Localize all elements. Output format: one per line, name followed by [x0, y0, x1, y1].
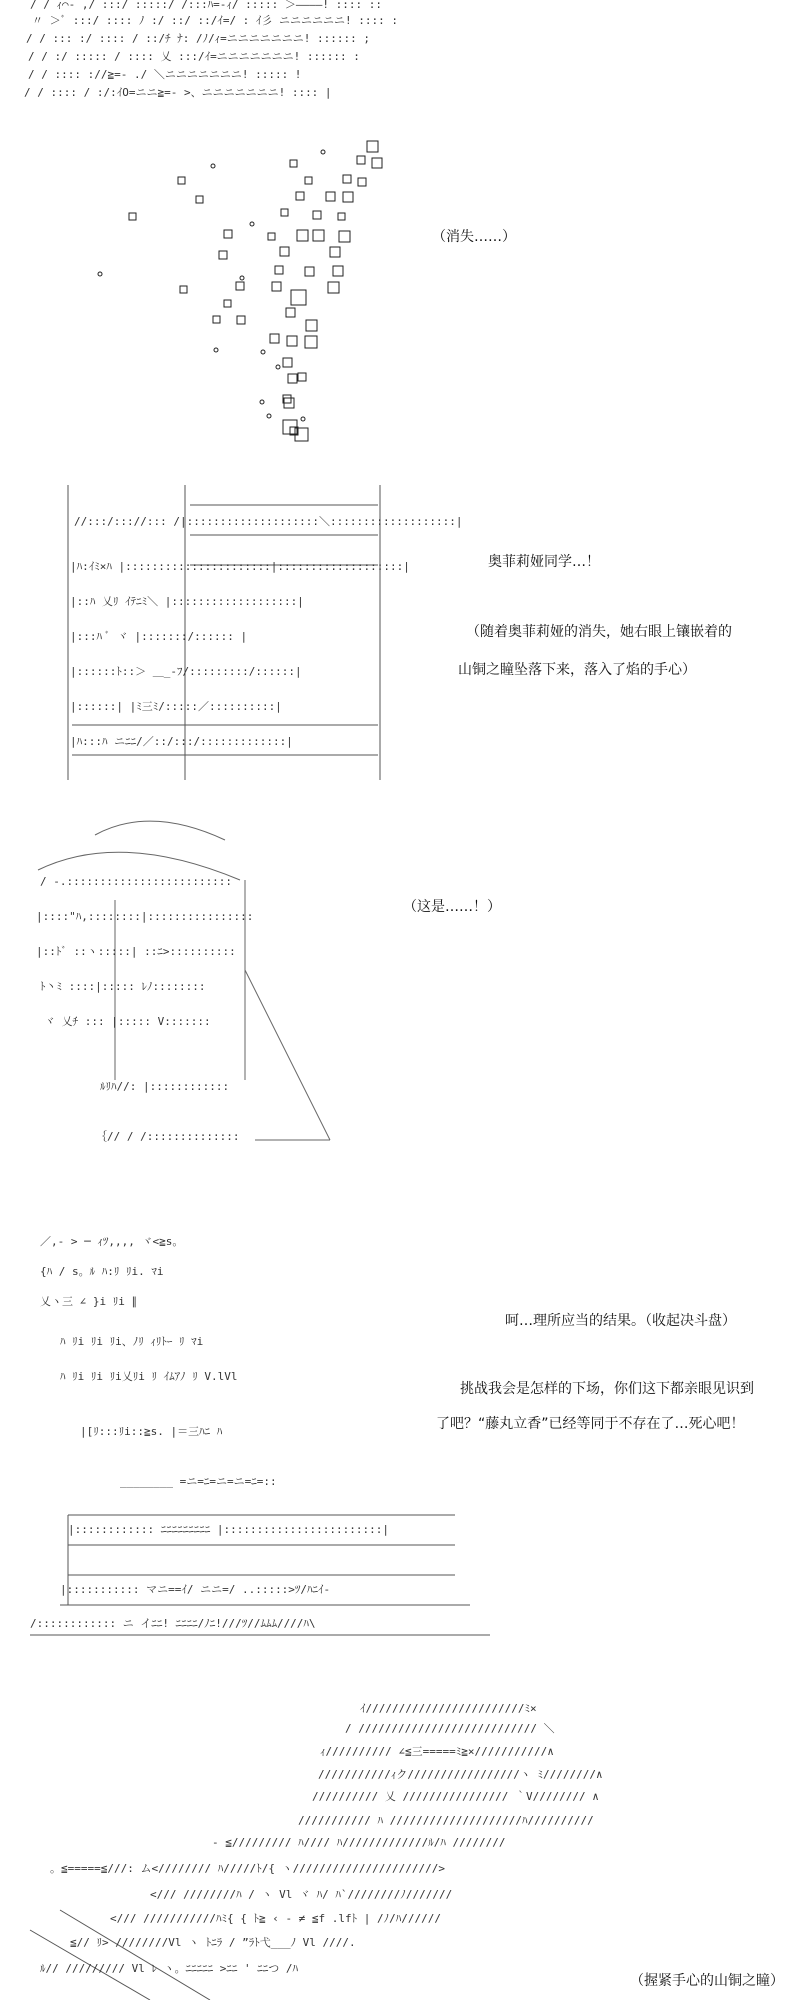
art-line: / /////////////////////////// ＼: [345, 1722, 555, 1735]
art-line: |::ﾊ 乂ﾘ ｲﾃﾆﾐ＼ |:::::::::::::::::::|: [70, 595, 304, 608]
art-stroke: [95, 821, 225, 840]
panel-4: [0, 810, 800, 1165]
particle: [372, 158, 382, 168]
particle: [328, 282, 339, 293]
art-line: / / :::: / :/:ｲO=ニニ≧=- >、ニニニニニニニ! :::: |: [24, 86, 332, 99]
particle: [290, 160, 297, 167]
particle: [180, 286, 187, 293]
particle: [213, 316, 220, 323]
particle: [224, 300, 231, 307]
ascii-art-grip: [0, 1700, 800, 2000]
particle: [291, 290, 306, 305]
panel-6: [0, 1700, 800, 2000]
particle: [287, 336, 297, 346]
particle: [306, 320, 317, 331]
art-line: ｛// / /::::::::::::::: [96, 1130, 240, 1143]
particle: [224, 230, 232, 238]
art-line: ／,‐ > ─ ｨﾂ,,,, ヾ<≧s。: [40, 1235, 184, 1248]
particle: [305, 336, 317, 348]
particle-dot: [250, 222, 254, 226]
particle-dot: [276, 365, 280, 369]
particle: [280, 247, 289, 256]
particle: [268, 233, 275, 240]
panel-3: [0, 475, 800, 795]
art-line: ‐ ≦///////// ﾊ//// ﾊ/////////////ﾙ/ﾊ ////////: [212, 1836, 506, 1849]
particle: [296, 192, 304, 200]
art-line: ｲ////////////////////////ﾐ×: [360, 1702, 537, 1715]
caption-vanish: （消失……）: [432, 229, 516, 245]
art-line: ﾊ ﾘi ﾘi ﾘi、ﾉﾘ ｨﾘﾄｰ ﾘ ﾏi: [60, 1335, 204, 1348]
art-line: / / :::: ://≧=‐ ./ ＼ニニニニニニニ! ::::: !: [28, 68, 302, 81]
art-line: ｨ////////// ∠≦三=====ﾐ≧×///////////∧: [320, 1745, 554, 1758]
caption-challenge-me: 挑战我会是怎样的下场，你们这下都亲眼见识到: [460, 1381, 754, 1397]
art-line: |ﾊ:ｲﾐ×ﾊ |::::::::::::::::::::::|:::::::::::::::::::|: [70, 560, 410, 573]
particle-dot: [301, 417, 305, 421]
caption-natural-result: 呵…理所应当的结果。（收起决斗盘）: [505, 1313, 736, 1329]
particle: [305, 177, 312, 184]
art-line: ///////////ｨク/////////////////ヽ ﾐ////////∧: [318, 1768, 603, 1781]
particle: [330, 247, 340, 257]
art-line: </// ///////////ﾊﾐ{ { ﾄ≧ ‹ ‐ ≠ ≦f .lfﾄ | /ﾉ/ﾊ//////: [110, 1912, 442, 1925]
art-line: / / ::: :/ :::: / ::/ﾁ ﾅ: /ﾉ/ｨ=ニニニニニニニ! :::::: ;: [26, 32, 371, 45]
particle: [339, 231, 350, 242]
art-line: |::::::| |ﾐ三ﾐ/:::::／::::::::::|: [70, 700, 282, 713]
particle-dot: [260, 400, 264, 404]
art-line: 乂ヽ三 ∠ }i ﾘi ∥: [40, 1295, 137, 1308]
art-line: ////////// 乂 //////////////// ｀V//////// ∧: [312, 1790, 599, 1803]
art-line: |:::ﾊ ﾞ ヾ |:::::::/:::::: |: [70, 630, 248, 643]
particle: [358, 178, 366, 186]
art-line: |::::::::::: マニ==ｲ/ ニニ=/ ..:::::>ﾂ/ﾊﾆｲ-: [60, 1583, 331, 1596]
particle-dot: [211, 164, 215, 168]
art-line: / / :/ ::::: / :::: 乂 :::/ｲ=ニニニニニニニ! :::::: :: [28, 50, 360, 63]
art-line: / ‐.:::::::::::::::::::::::::: [40, 875, 233, 888]
particle: [338, 213, 345, 220]
particle-dot: [240, 276, 244, 280]
art-line: ________ =ニ=ﾆ=ニ=ニ=ﾆ=::: [120, 1475, 277, 1488]
particle: [283, 358, 292, 367]
particle: [357, 156, 365, 164]
particle: [298, 373, 306, 381]
panel-2: [0, 120, 800, 460]
particle: [129, 213, 136, 220]
ascii-art-duelist: [0, 1215, 800, 1670]
ascii-art-hair-fragment: [0, 0, 800, 115]
particle: [313, 230, 324, 241]
art-line: |[ﾘ:::ﾘi::≧s. |＝三ﾊﾆ ﾊ: [80, 1425, 223, 1438]
art-line: 。≦=====≦///: ム<//////// ﾊ/////ﾄ/{ ヽ//////////////////////>: [50, 1862, 445, 1875]
art-line: /////////// ﾊ ////////////////////ﾊ//////////: [298, 1814, 594, 1827]
particle: [270, 334, 279, 343]
particle: [237, 316, 245, 324]
particle-dot: [267, 414, 271, 418]
particle-dot: [321, 150, 325, 154]
ascii-art-closeup: [0, 810, 800, 1165]
particle: [288, 374, 297, 383]
particle: [297, 230, 308, 241]
art-stroke: [245, 970, 330, 1140]
caption-narration-1: （随着奥菲莉娅的消失，她右眼上镶嵌着的: [466, 624, 732, 640]
particle: [196, 196, 203, 203]
particle: [343, 192, 353, 202]
particle-dot: [261, 350, 265, 354]
dissolving-particles-art: [0, 120, 800, 460]
art-line: </// ////////ﾊ / ヽ Vl ヾ ﾊ/ ﾊ`////////ﾉ///////: [150, 1888, 453, 1901]
particle: [286, 308, 295, 317]
particle: [281, 209, 288, 216]
panel-1: [0, 0, 800, 115]
art-line: ﾙ// ///////// Vl ﾚ ヽ。ﾆﾆﾆﾆﾆ >ﾆﾆ ' ﾆﾆつ /ﾊ: [40, 1962, 298, 1975]
particle-dot: [98, 272, 102, 276]
art-line: //:::/::://::: /|::::::::::::::::::::＼:::::::::::::::::::|: [74, 515, 463, 528]
art-line: ≦// ﾘ> ////////Vl ヽ ﾄﾆﾗ / ”ﾗﾄ弋___ﾉ Vl ////.: [70, 1936, 356, 1949]
particle-dot: [214, 348, 218, 352]
art-line: ﾙﾘﾊ//: |::::::::::::: [100, 1080, 230, 1093]
art-line: ﾊ ﾘi ﾘi ﾘi乂ﾘi ﾘ ｲﾑｱﾉ ﾘ V.lVl: [60, 1370, 238, 1383]
panel-5: [0, 1215, 800, 1670]
particle: [333, 266, 343, 276]
art-line: |::::::ﾄ::＞ ＿_-ﾌ/:::::::::/::::::|: [70, 665, 302, 678]
art-line: |ﾊ:::ﾊ ニﾆﾆ/／::/:::/:::::::::::::|: [70, 735, 293, 748]
art-line: 〃 ＞ﾞ :::/ :::: ﾉ :/ ::/ ::/ｲ=/ : ｲ彡 ニニニニニニ! :::: :: [32, 14, 399, 27]
particle: [275, 266, 283, 274]
art-line: {ﾊ / s。ﾙ ﾊ:ﾘ ﾘi. ﾏi: [40, 1265, 164, 1278]
art-line: |::::"ﾊ,::::::::|::::::::::::::::: [36, 910, 254, 923]
particle: [272, 282, 281, 291]
caption-this-is: （这是……！）: [403, 899, 501, 915]
particle: [236, 282, 244, 290]
caption-ophelia-name: 奥菲莉娅同学…！: [488, 554, 600, 570]
particle: [367, 141, 378, 152]
art-line: /:::::::::::: ニ イﾆﾆ! ﾆﾆﾆﾆ/ﾉﾆ!///ﾂ//ﾑﾑﾑ////ﾊ\: [30, 1617, 316, 1630]
particle: [219, 251, 227, 259]
particle: [305, 267, 314, 276]
particle: [313, 211, 321, 219]
art-line: ﾄ丶ﾐ ::::|::::: ﾚﾉ::::::::: [40, 980, 206, 993]
art-line: |:::::::::::: ﾆﾆﾆﾆﾆﾆﾆﾆﾆ |::::::::::::::::::::::::|: [68, 1523, 390, 1536]
caption-grip-eye: （握紧手心的山铜之瞳）: [630, 1973, 784, 1989]
art-line: |::ﾄﾞ ::ヽ:::::| ::ﾆ>::::::::::: [36, 945, 236, 958]
art-line: / / ｨ⌒‐ ,/ :::/ :::::/ /:::ﾊ=‐ｨ/ ::::: ＞――――! :::: ::: [30, 0, 383, 11]
caption-narration-2: 山铜之瞳坠落下来，落入了焰的手心）: [458, 662, 696, 678]
particle: [326, 192, 335, 201]
particle: [343, 175, 351, 183]
particle: [178, 177, 185, 184]
caption-give-up: 了吧？“藤丸立香”已经等同于不存在了…死心吧！: [436, 1416, 745, 1432]
art-line: ヾ 乂ﾁ ::: |::::: V:::::::: [44, 1015, 211, 1028]
